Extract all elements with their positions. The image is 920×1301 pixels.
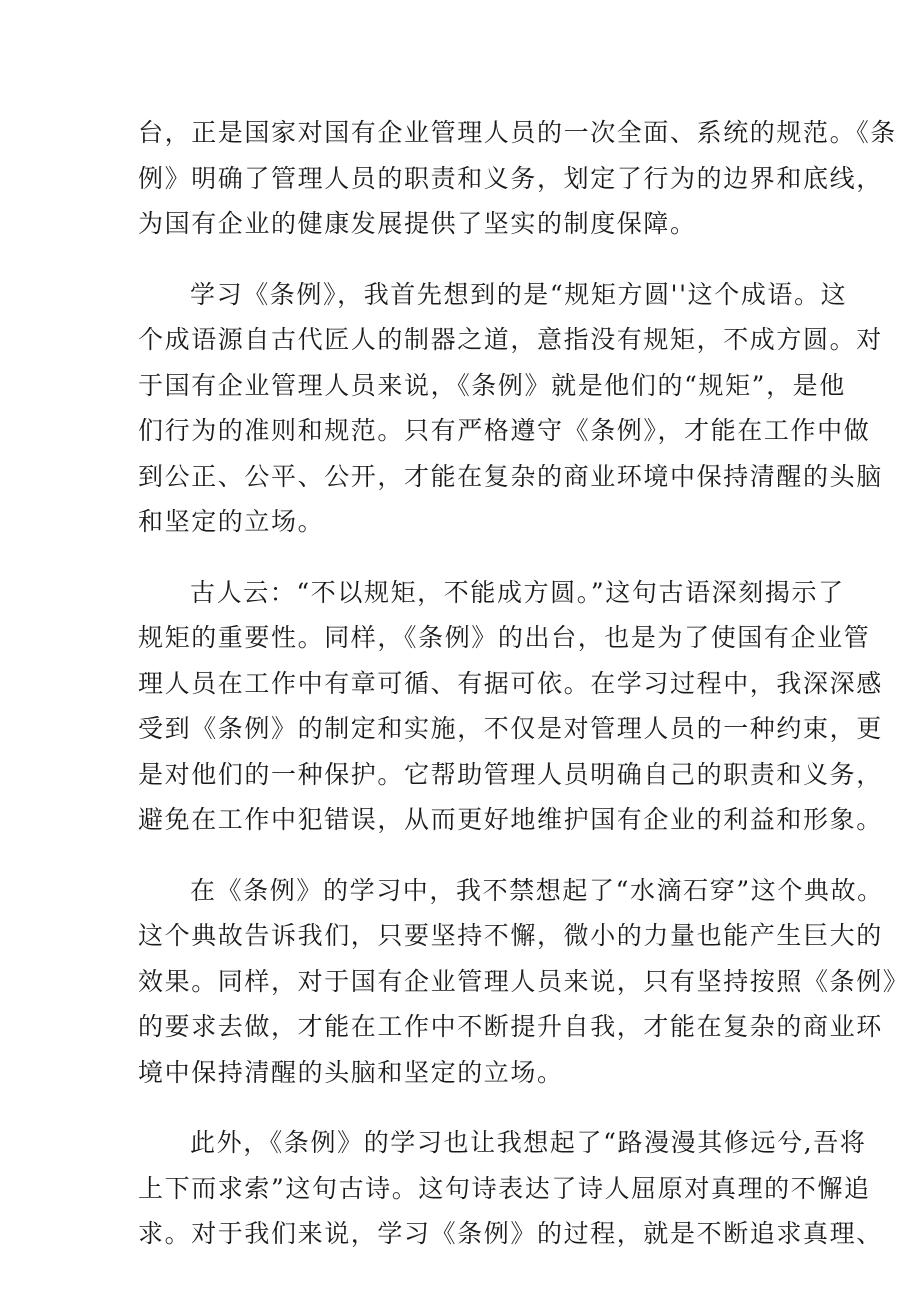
text-line: 到公正、公平、公开，才能在复杂的商业环境中保持清醒的头脑 [138, 461, 883, 491]
text-line: 上下而求索”这句古诗。这句诗表达了诗人屈原对真理的不懈追 [138, 1173, 871, 1203]
text-line: 台，正是国家对国有企业管理人员的一次全面、系统的规范。《条 [138, 118, 897, 147]
document-body [138, 110, 910, 1282]
text-line: 这个典故告诉我们，只要坚持不懈，微小的力量也能产生巨大的 [138, 921, 883, 950]
text-line: 效果。同样，对于国有企业管理人员来说，只有坚持按照《条例》 [138, 966, 910, 996]
paragraph-5 [138, 1120, 883, 1257]
text-line: 境中保持清醒的头脑和坚定的立场。 [138, 1057, 564, 1087]
text-line: 于国有企业管理人员来说，《条例》就是他们的“规矩”，是他 [138, 370, 846, 400]
text-line: 此外，《条例》的学习也让我想起了“路漫漫其修远兮,吾将 [190, 1128, 867, 1157]
text-line: 为国有企业的健康发展提供了坚实的制度保障。 [138, 209, 697, 238]
text-line: 是对他们的一种保护。它帮助管理人员明确自己的职责和义务， [138, 759, 883, 789]
text-line: 古人云：“不以规矩，不能成方圆。”这句古语深刻揭示了 [190, 577, 845, 607]
text-line: 的要求去做，才能在工作中不断提升自我，才能在复杂的商业环 [138, 1012, 883, 1041]
text-line: 在《条例》的学习中，我不禁想起了“水滴石穿”这个典故。 [190, 875, 884, 905]
paragraph-3 [138, 570, 883, 843]
text-line: 求。对于我们来说，学习《条例》的过程，就是不断追求真理、 [138, 1219, 883, 1248]
text-line: 和坚定的立场。 [138, 507, 325, 536]
text-line: 们行为的准则和规范。只有严格遵守《条例》，才能在工作中做 [138, 416, 871, 445]
text-line: 个成语源自古代匠人的制器之道，意指没有规矩，不成方圆。对 [138, 325, 883, 354]
paragraph-1 [138, 110, 897, 247]
text-line: 例》明确了管理人员的职责和义务，划定了行为的边界和底线， [138, 163, 883, 193]
text-line: 理人员在工作中有章可循、有据可依。在学习过程中，我深深感 [138, 668, 883, 698]
text-line: 学习《条例》，我首先想到的是“规矩方圆''这个成语。这 [190, 279, 848, 309]
text-line: 受到《条例》的制定和实施，不仅是对管理人员的一种约束，更 [138, 714, 883, 743]
text-line: 规矩的重要性。同样，《条例》的出台，也是为了使国有企业管 [138, 623, 871, 652]
paragraph-2 [138, 272, 883, 545]
text-line: 避免在工作中犯错误，从而更好地维护国有企业的利益和形象。 [138, 805, 883, 834]
paragraph-4 [138, 868, 910, 1096]
